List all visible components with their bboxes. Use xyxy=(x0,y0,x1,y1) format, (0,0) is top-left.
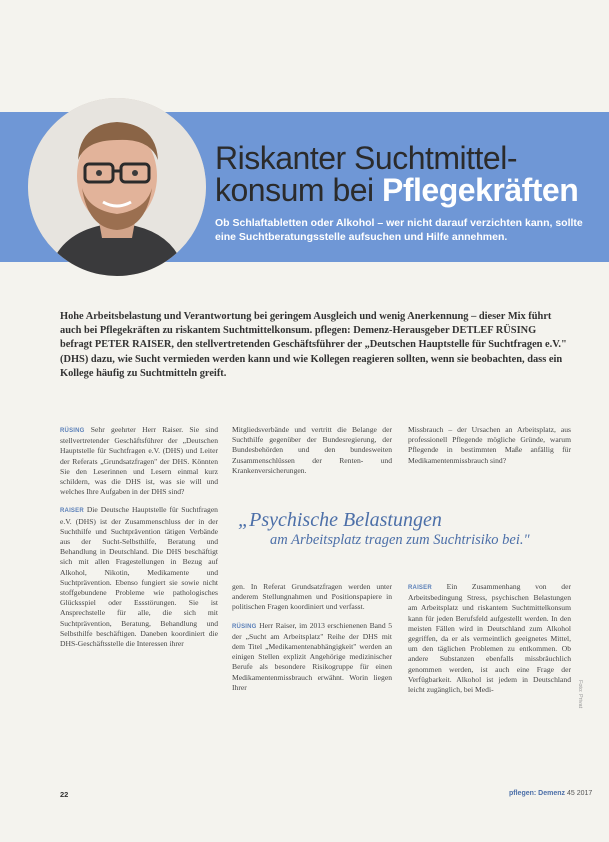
column-2-top xyxy=(232,425,392,484)
page-number: 22 xyxy=(60,790,69,799)
speaker-label: RÜSING xyxy=(232,623,257,630)
column-3-top xyxy=(408,425,571,474)
article-title xyxy=(215,142,595,206)
paragraph-text: Mitgliedsverbände und vertritt die Belange der Suchthilfe gegenüber der Bundesregierung, der Bundesbehörden und den bundesweiten Zusammenschlüssen der Renten- und Krankenversicherungen. xyxy=(232,425,392,475)
paragraph-text: Sehr geehrter Herr Raiser. Sie sind stellvertretender Geschäftsführer der „Deutschen Hauptstelle für Suchtfragen e.V. (DHS) und Leiter der Referats „Grundsatzfragen" der DHS. Könnten Sie den Leserinnen und Lesern einmal kurz schildern, was die DHS ist, was sie will und welches Ihre Aufgaben in der DHS sind? xyxy=(60,425,218,497)
magazine-footer xyxy=(509,790,592,797)
title-line1: Riskanter Suchtmittel- xyxy=(215,140,517,176)
paragraph-text: Missbrauch – der Ursachen an Arbeitsplatz, aus professionell Pflegende mögliche Gründe, warum Pflegende in bestimmten Maße anfällig für Medikamentenmissbrauch sind? xyxy=(408,425,571,465)
pull-quote-line2: am Arbeitsplatz tragen zum Suchtrisiko bei." xyxy=(270,532,530,548)
paragraph xyxy=(232,621,392,693)
paragraph xyxy=(60,505,218,649)
title-highlight: Pflegekräften xyxy=(382,172,579,208)
paragraph xyxy=(408,582,571,695)
magazine-name: pflegen: Demenz xyxy=(509,790,566,797)
issue-number: 45 2017 xyxy=(566,790,593,797)
column-3-bottom xyxy=(408,582,571,703)
pull-quote-line1: „Psychische Belastungen xyxy=(238,509,442,531)
speaker-label: RAISER xyxy=(60,508,84,515)
paragraph-text: Die Deutsche Hauptstelle für Suchtfragen e.V. (DHS) ist der Zusammenschluss der in der Suchthilfe und Suchtprävention tätigen Verbände aus der Sucht-Selbsthilfe, Beratung und Behandlung in Deutschland. Die DHS beschäftigt sich mit allen Fragestellungen in Bezug auf Alkohol, Nikotin, Medikamente und Suchtprävention. Ebenso fungiert sie sowie nicht stoffgebundene Probleme wie pathologisches Glücksspiel oder Essstörungen. Sie ist Ansprechstelle für alle, die sich mit Suchtprävention, Beratung, Behandlung und Selbsthilfe beschäftigen. Daneben koordiniert die DHS-Geschäftsstelle die Interessen ihrer xyxy=(60,505,218,649)
photo-credit: Foto: Privat xyxy=(577,680,583,709)
speaker-label: RÜSING xyxy=(60,428,85,434)
paragraph xyxy=(60,425,218,497)
pull-quote xyxy=(238,509,573,549)
column-2-bottom xyxy=(232,582,392,701)
title-line2-prefix: konsum bei xyxy=(215,172,383,208)
article-lead: Hohe Arbeitsbelastung und Verantwortung bei geringem Ausgleich und wenig Anerkennung – dieser Mix führt auch bei Pflegekräften zu riskantem Suchtmittelkonsum. pflegen: Demenz-Herausgeber DETLEF RÜSING befragt PETER RAISER, den stellvertretenden Geschäftsführer der „Deutschen Hauptstelle für Suchtfragen e.V." (DHS) dazu, wie Sucht vermieden werden kann und wie Kollegen reagieren sollten, wenn sie beobachten, dass ein Kollege häufig zu Suchtmitteln greift. xyxy=(60,311,567,379)
paragraph-text: gen. In Referat Grundsatzfragen werden unter anderem Stellungnahmen und Positionspapiere in politischen Fragen koordiniert und verfasst. xyxy=(232,582,392,612)
paragraph-text: Herr Raiser, im 2013 erschienenen Band 5 der „Sucht am Arbeitsplatz" Reihe der DHS mit dem Titel „Medikamentenabhängigkeit" werden an einigen Stellen explizit Angehörige medizinischer Berufe als besondere Risikogruppe für einen Medikamentenmissbrauch erwähnt. Worin liegen Ihrer xyxy=(232,620,392,692)
speaker-label: RAISER xyxy=(408,585,432,591)
column-1 xyxy=(60,425,218,657)
paragraph-text: Ein Zusammenhang von der Arbeitsbedingung Stress, psychischen Belastungen am Arbeitsplatz und riskantem Suchtmittelkonsum kann für jeden Berufsfeld aufgestellt werden. In den meisten Fällen wird in Deutschland zum Alkohol gegriffen, da er als vermeintlich geeignetes Mittel, um den täglichen Problemen zu entkommen. Ob andere Substanzen ebenfalls missbräuchlich genommen werden, ist auch eine Frage der Verfügbarkeit. Alkohol ist jedem in Deutschland leicht zugänglich, bei Medi- xyxy=(408,582,571,695)
author-portrait xyxy=(28,98,206,276)
article-subtitle: Ob Schlaftabletten oder Alkohol – wer nicht darauf verzichten kann, sollte eine Suchtberatungsstelle aufsuchen und Hilfe annehmen. xyxy=(215,217,583,243)
